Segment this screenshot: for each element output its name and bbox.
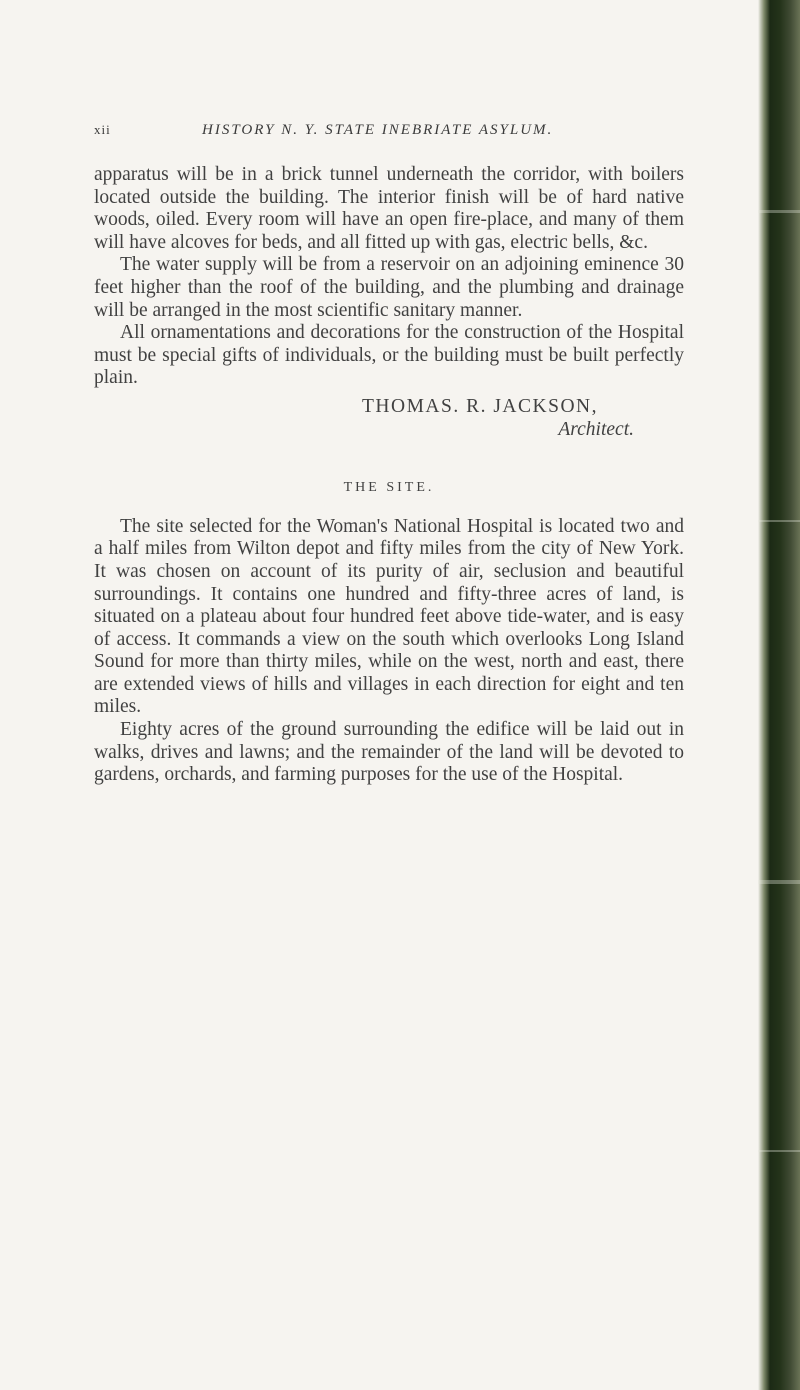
paragraph-ornamentations: All ornamentations and decorations for the construction of the Hospital must be special gifts of individuals, or the building must be built perfectly plain. [94, 322, 684, 389]
paragraph-grounds: Eighty acres of the ground surrounding the edifice will be laid out in walks, drives and lawns; and the remainder of the land will be devoted to gardens, orchards, and farming purposes for the use of the Hospital. [94, 719, 684, 786]
page-header [94, 122, 679, 144]
paragraph-apparatus: apparatus will be in a brick tunnel underneath the corridor, with boilers located outside the building. The interior finish will be of hard native woods, oiled. Every room will have an open fire-place, and many of them will have alcoves for beds, and all fitted up with gas, electric bells, &c. [94, 164, 684, 253]
page-body [94, 164, 684, 787]
book-spine-edge [758, 0, 800, 1390]
running-title: HISTORY N. Y. STATE INEBRIATE ASYLUM. [202, 122, 554, 138]
page-number: xii [94, 122, 111, 137]
paragraph-water-supply: The water supply will be from a reservoir on an adjoining eminence 30 feet higher than the roof of the building, and the plumbing and drainage will be arranged in the most scientific sanitary manner. [94, 254, 684, 321]
signature-title: Architect. [558, 418, 634, 440]
spine-scuff [758, 880, 800, 884]
spine-scuff [758, 210, 800, 213]
spine-scuff [758, 520, 800, 522]
spine-scuff [758, 1150, 800, 1152]
paragraph-site: The site selected for the Woman's National Hospital is located two and a half miles from Wilton depot and fifty miles from the city of New York. It was chosen on account of its purity of air, seclusion and beautiful surroundings. It contains one hundred and fifty-three acres of land, is situated on a plateau about four hundred feet above tide-water, and is easy of access. It commands a view on the south which overlooks Long Island Sound for more than thirty miles, while on the west, north and east, there are extended views of hills and villages in each direction for eight and ten miles. [94, 515, 684, 718]
section-heading: THE SITE. [343, 480, 435, 496]
signature-name: THOMAS. R. JACKSON, [362, 395, 598, 417]
